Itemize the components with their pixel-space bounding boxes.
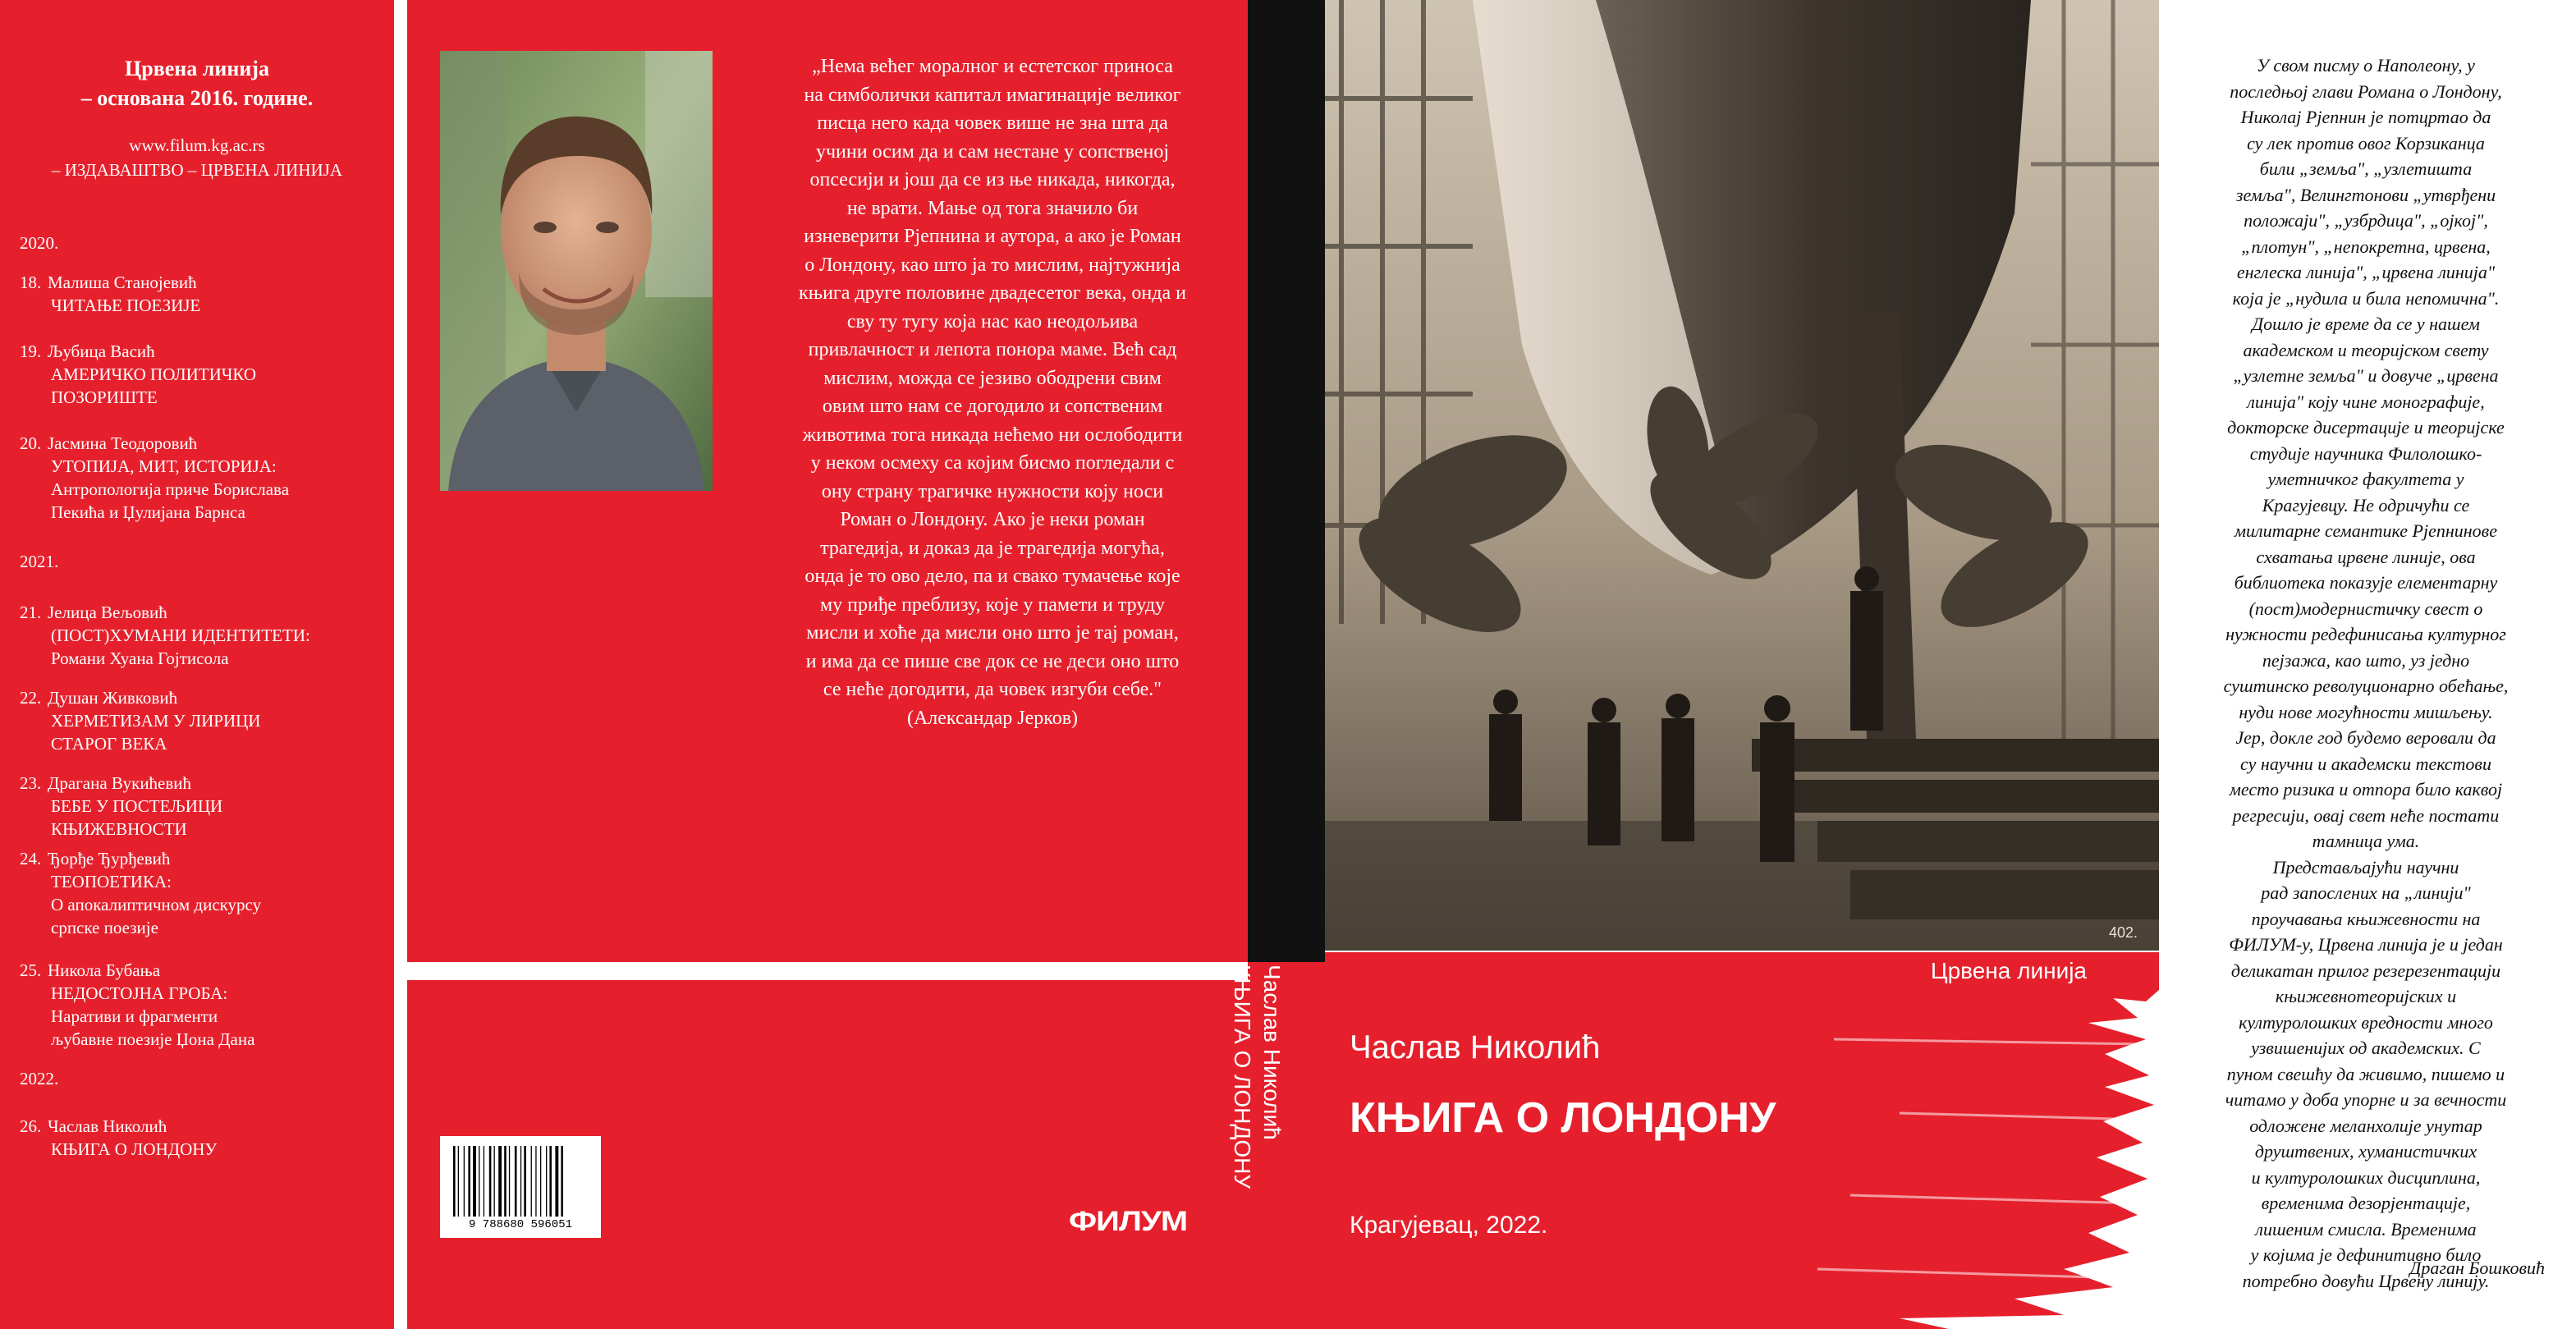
ship-hull-photo	[1325, 0, 2159, 951]
barcode-bar	[546, 1146, 547, 1217]
list-item: 24. Ђорђе Ђурђевић ТЕОПОЕТИКА: О апокалиптичном дискурсу српске поезије	[20, 847, 389, 939]
list-item: 20. Јасмина Теодоровић УТОПИЈА, МИТ, ИСТОРИЈА: Антропологија приче Борислава Пекића и Џулијана Барнса	[20, 432, 389, 524]
barcode-bar	[531, 1146, 532, 1217]
right-flap	[2159, 0, 2576, 1329]
entry-title: УТОПИЈА, МИТ, ИСТОРИЈА:	[51, 456, 277, 476]
barcode-digits: 9 788680 596051	[468, 1218, 573, 1231]
barcode-bar	[494, 1146, 495, 1217]
entry-subtitle: љубавне поезије Џона Дана	[51, 1029, 255, 1049]
barcode-bar	[453, 1146, 456, 1217]
barcode-bar	[555, 1146, 558, 1217]
list-item: 22. Душан Живковић ХЕРМЕТИЗАМ У ЛИРИЦИ СТАРОГ ВЕКА	[20, 686, 389, 755]
entry-subtitle: Наративи и фрагменти	[51, 1006, 218, 1026]
list-item: 25. Никола Бубања НЕДОСТОЈНА ГРОБА: Наративи и фрагменти љубавне поезије Џона Дана	[20, 959, 389, 1051]
barcode-bar	[509, 1146, 510, 1217]
series-label: Црвена линија	[1930, 958, 2087, 983]
series-title: Црвена линија	[125, 57, 269, 80]
barcode-bars	[453, 1146, 588, 1217]
series-description: У свом писму о Наполеону, у последњој глави Романа о Лондону, Николај Рјепнин је потцртао да су лек против овог Корзиканца били „земља", „узлетишта земља", Велингтонови „утврђени положаји", „узбрдица", „ојкој", „плотун", „непокретна, црвена, енглеска линија", „црвена линија" која је „нудила и била непомична". Дошло је време да се у нашем академском и теоријском свету „узлетне земља" и довуче „црвена линија" коју чине монографије, докторске дисертације и теоријске студије научника Филолошко- уметничког факултета у Крагујевцу. Не одричући се милитарне семантике Рјепнинове схватања црвене линије, ова библиотека показује елементарну (пост)модернистичку свест о нужности редефинисања културног пејзажа, као што, уз једно суштинско револуционарно обећање, нуди нове могућности мишљењу. Јер, докле год будемо веровали да су научни и академски текстови место ризика и отпора било каквој регресији, овај свет неће постати тамница ума. Представљајући научни рад запослених на „линији" проучавања књижевности на ФИЛУМ-у, Црвена линија је и један деликатан прилог резерезентацији књижевнотеоријских и културолошких вредности много узвишенијих од академских. С пуном свешћу да живимо, пишемо и читамо у доба упорне и за вечности одложене меланхолије унутар друштвених, хуманистичких и културолошких дисциплина, временима дезорјентације, лишеним смисла. Временима у којима је дефинитивно било потребно довући Црвену линију.	[2223, 55, 2509, 1291]
barcode-bar	[515, 1146, 517, 1217]
cover-title: КЊИГА О ЛОНДОНУ	[1350, 1094, 1776, 1142]
barcode-bar	[464, 1146, 465, 1217]
entry-subtitle: Пекића и Џулијана Барнса	[51, 502, 245, 522]
website-link[interactable]: www.filum.kg.ac.rs	[129, 135, 265, 155]
entry-title: КЊИГА О ЛОНДОНУ	[51, 1139, 218, 1159]
entry-title: ЧИТАЊЕ ПОЕЗИЈЕ	[51, 296, 201, 315]
entry-subtitle: српске поезије	[51, 918, 158, 937]
entry-author: Малиша Станојевић	[48, 273, 197, 292]
cover-place-year: Крагујевац, 2022.	[1350, 1212, 1548, 1239]
barcode-bar	[524, 1146, 526, 1217]
entry-subtitle: Антропологија приче Борислава	[51, 479, 290, 499]
left-flap	[0, 0, 394, 1329]
entry-title: ТЕОПОЕТИКА:	[51, 872, 172, 891]
author-photo	[440, 51, 713, 491]
spine-title: КЊИГА О ЛОНДОНУ	[1230, 965, 1255, 1189]
entry-title: ХЕРМЕТИЗАМ У ЛИРИЦИ	[51, 711, 261, 731]
barcode-bar	[473, 1146, 476, 1217]
list-item: 26. Часлав Николић КЊИГА О ЛОНДОНУ	[20, 1115, 389, 1161]
publisher-line: – ИЗДАВАШТВО – ЦРВЕНА ЛИНИЈА	[51, 160, 343, 180]
entry-author: Јасмина Теодоровић	[48, 433, 198, 453]
barcode-bar	[535, 1146, 536, 1217]
list-item: 23. Драгана Вукићевић БЕБЕ У ПОСТЕЉИЦИ КЊИЖЕВНОСТИ	[20, 772, 389, 841]
back-cover	[407, 0, 1248, 1329]
barcode-bar	[468, 1146, 470, 1217]
barcode-bar	[549, 1146, 552, 1217]
cover-author: Часлав Николић	[1350, 1029, 1601, 1065]
quote-attribution: (Александар Јерков)	[906, 707, 1079, 729]
cover-photograph	[1325, 0, 2159, 951]
back-cover-quote: „Нема већег моралног и естетског приноса на симболички капитал имагинације великог писца него када човек више не зна шта да учини осим да и сам нестане у сопственој опсесији и још да се из ње никада, никогда, не врати. Мање од тога значило би изневерити Рјепнина и аутора, а ако је Роман о Лондону, као што ја то мислим, најтужнија књига друге половине двадесетог века, онда и сву ту тугу која нас као неодољива привлачност и лепота понора маме. Већ сад мислим, можда се језиво ободрени свим овим што нам се догодило и сопственим животима тога никада нећемо ни ослободити у неком осмеху са којим бисмо погледали с ону страну трагичке нужности коју носи Роман о Лондону. Ако је неки роман трагедија, и доказ да је трагедија могућа, онда је то ово дело, па и свако тумачење које му приђе преблизу, које у памети и труду мисли и хоће да мисли оно што је тај роман, и има да се пише све док се не деси оно што се неће догодити, да човек изгуби себе." (Александар Јерков)	[750, 53, 1235, 732]
front-cover	[1325, 0, 2159, 1329]
entry-title: АМЕРИЧКО ПОЛИТИЧКО	[51, 364, 257, 384]
barcode-bar	[540, 1146, 541, 1217]
entry-title: КЊИЖЕВНОСТИ	[51, 819, 187, 839]
spine-author: Часлав Николић	[1259, 965, 1285, 1140]
entry-author: Љубица Васић	[48, 341, 155, 361]
series-band	[1325, 952, 2159, 990]
publisher-logo: ФИЛУМ	[1069, 1206, 1188, 1237]
barcode-bar	[504, 1146, 506, 1217]
entry-author: Јелица Вељовић	[48, 603, 167, 622]
spine-text	[1227, 965, 1286, 1189]
year-heading: 2022.	[20, 1069, 59, 1088]
barcode-bar	[489, 1146, 492, 1217]
flap-signature: Драган Бошковић	[2409, 1258, 2545, 1278]
entry-author: Никола Бубања	[48, 960, 161, 980]
isbn-barcode	[440, 1136, 601, 1238]
year-heading: 2021.	[20, 552, 59, 571]
entry-subtitle: Романи Хуана Гојтисола	[51, 648, 229, 668]
barcode-bar	[458, 1146, 459, 1217]
entry-title: (ПОСТ)ХУМАНИ ИДЕНТИТЕТИ:	[51, 626, 310, 645]
entry-author: Душан Живковић	[48, 688, 178, 708]
barcode-bar	[561, 1146, 563, 1217]
entry-author: Ђорђе Ђурђевић	[48, 849, 171, 868]
entry-title: ПОЗОРИШТЕ	[51, 387, 158, 407]
list-item: 18. Малиша Станојевић ЧИТАЊЕ ПОЕЗИЈЕ	[20, 271, 389, 317]
barcode-bar	[498, 1146, 502, 1217]
entry-title: СТАРОГ ВЕКА	[51, 734, 167, 754]
list-item: 21. Јелица Вељовић (ПОСТ)ХУМАНИ ИДЕНТИТЕТИ: Романи Хуана Гојтисола	[20, 601, 389, 670]
entry-title: НЕДОСТОЈНА ГРОБА:	[51, 983, 228, 1003]
entry-author: Часлав Николић	[48, 1116, 167, 1136]
entry-author: Драгана Вукићевић	[48, 773, 192, 793]
author-portrait-image	[440, 51, 713, 491]
photo-number: 402.	[2109, 924, 2138, 941]
entry-title: БЕБЕ У ПОСТЕЉИЦИ	[51, 796, 223, 816]
year-heading: 2020.	[20, 233, 59, 253]
series-founded: – основана 2016. године.	[80, 86, 314, 110]
separator-stripe	[407, 962, 1248, 980]
list-item: 19. Љубица Васић АМЕРИЧКО ПОЛИТИЧКО ПОЗОРИШТЕ	[20, 340, 389, 409]
barcode-bar	[520, 1146, 521, 1217]
entry-subtitle: О апокалиптичном дискурсу	[51, 895, 262, 914]
